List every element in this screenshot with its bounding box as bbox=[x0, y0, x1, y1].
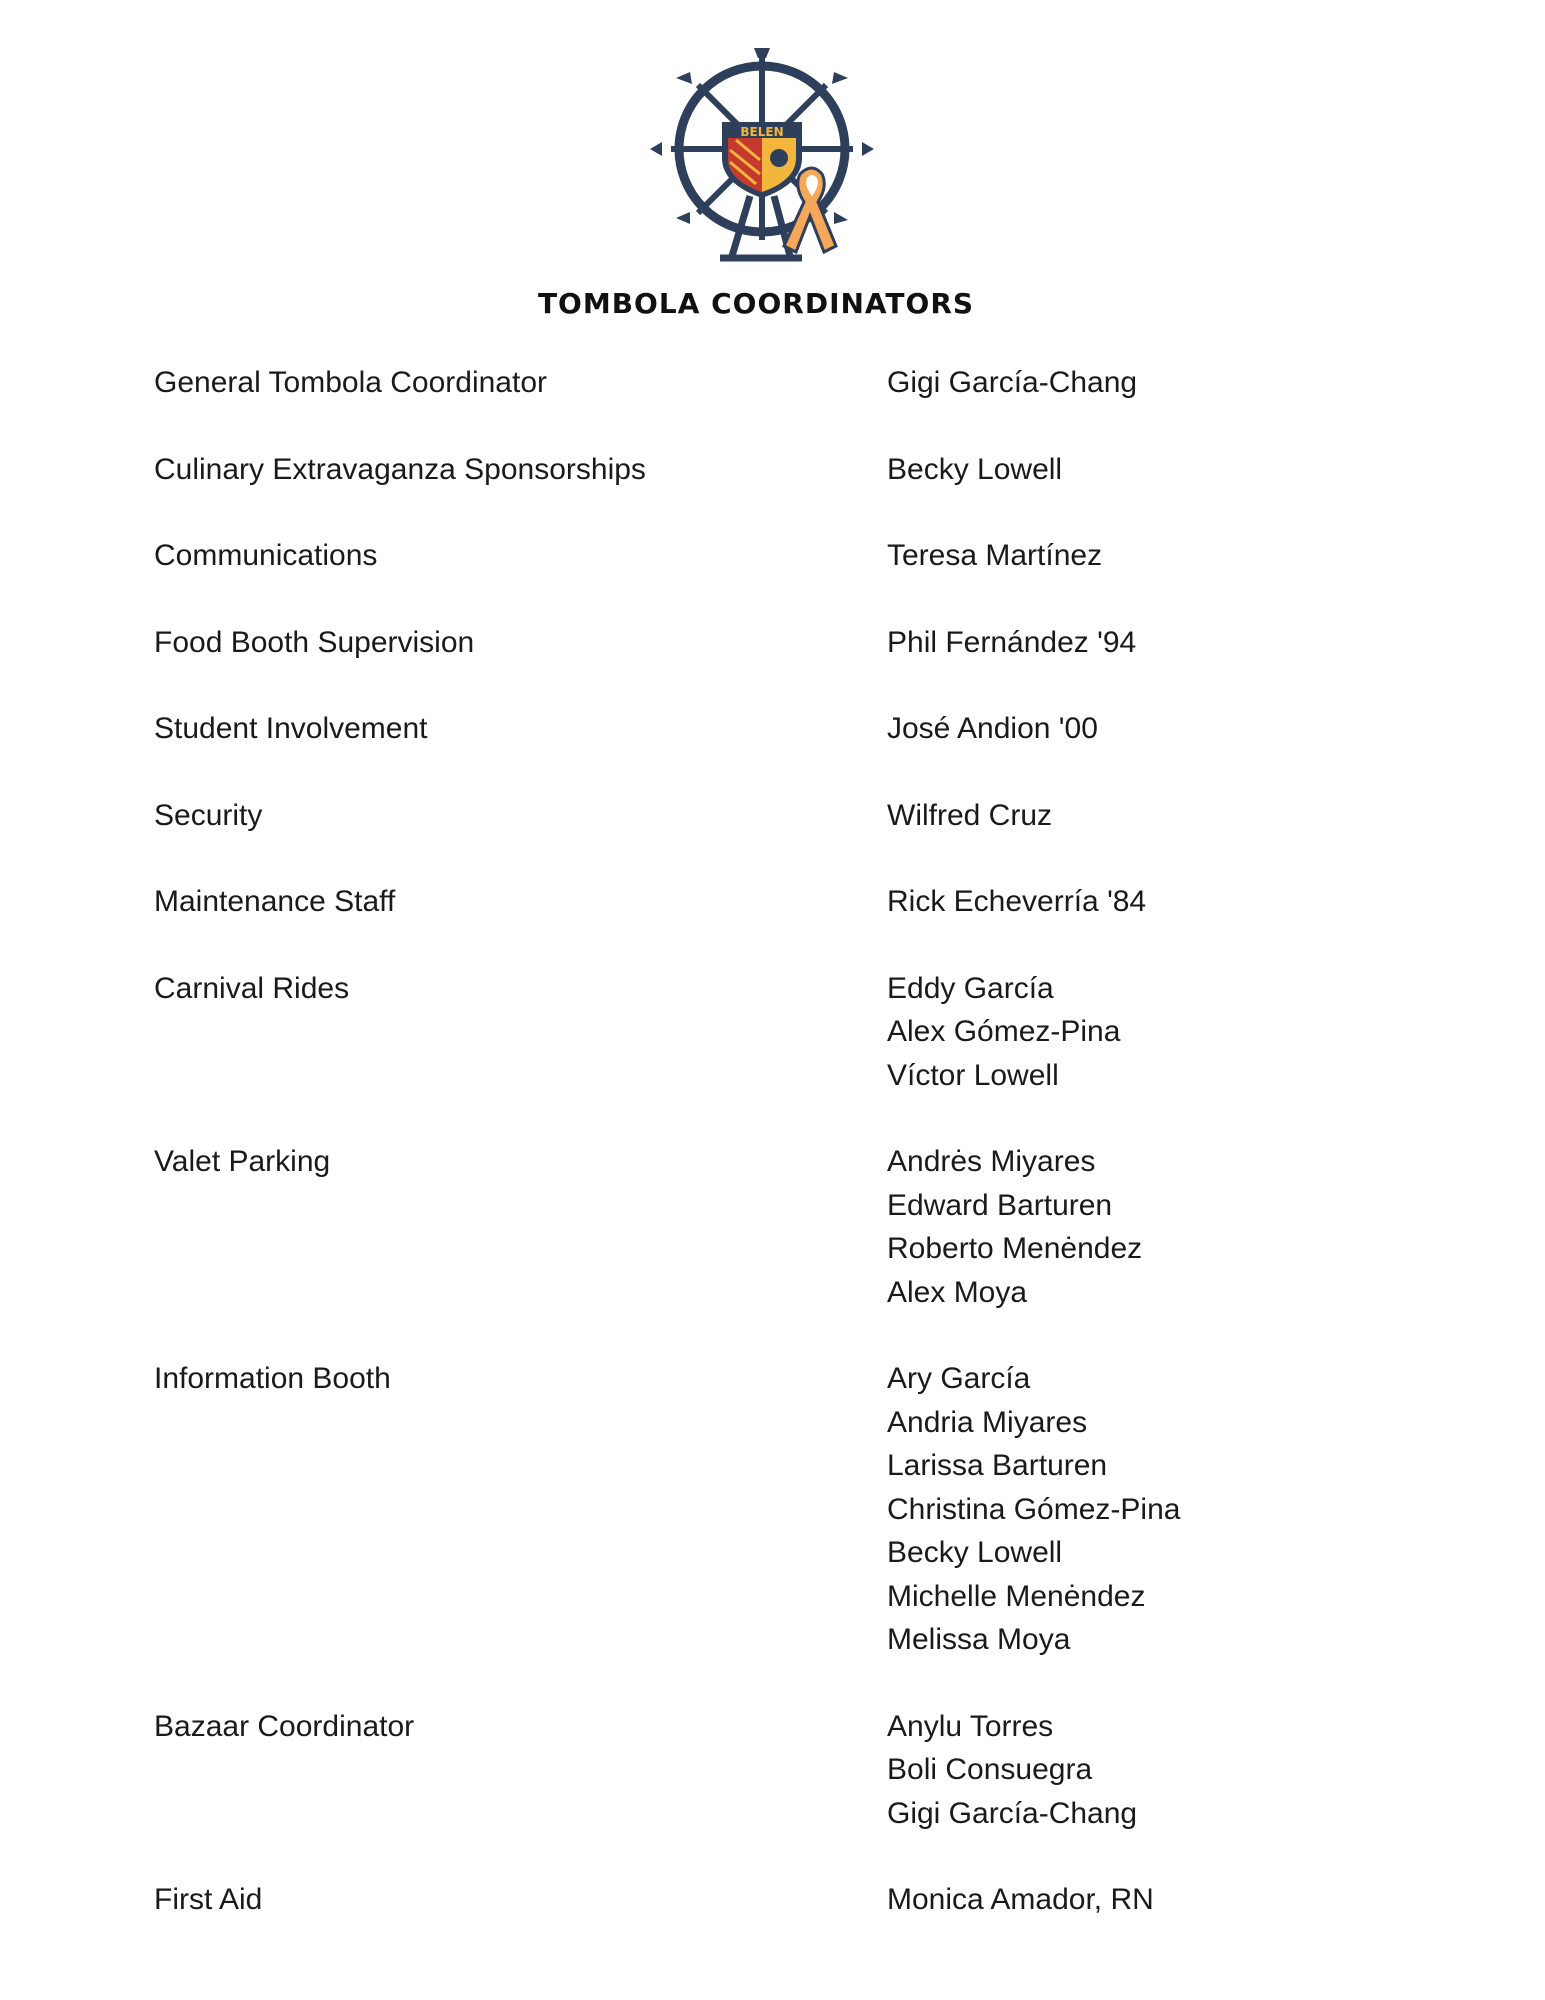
coordinator-role: Information Booth bbox=[154, 1362, 391, 1395]
coordinator-role: Valet Parking bbox=[154, 1145, 331, 1178]
coordinator-row bbox=[154, 361, 1454, 405]
coordinator-role: Culinary Extravaganza Sponsorships bbox=[154, 452, 646, 486]
coordinator-role: Maintenance Staff bbox=[154, 885, 396, 918]
coordinator-names bbox=[887, 1705, 1137, 1836]
coordinator-name: Anylu Torres bbox=[887, 1709, 1054, 1743]
coordinator-row bbox=[154, 967, 1454, 1098]
coordinator-names bbox=[887, 1140, 1142, 1314]
coordinator-names bbox=[887, 361, 1137, 405]
coordinators-list bbox=[154, 361, 1454, 1965]
coordinator-names bbox=[887, 621, 1136, 665]
coordinator-name: Michelle Menėndez bbox=[887, 1579, 1146, 1613]
coordinator-name: Rick Echeverría '84 bbox=[887, 885, 1147, 918]
coordinator-name: Víctor Lowell bbox=[887, 1058, 1059, 1092]
coordinator-name: Gigi García-Chang bbox=[887, 366, 1138, 399]
coordinator-name: Phil Fernández '94 bbox=[887, 625, 1137, 659]
coordinator-row bbox=[154, 1140, 1454, 1314]
coordinator-role: General Tombola Coordinator bbox=[154, 366, 548, 399]
coordinator-row bbox=[154, 621, 1454, 665]
coordinator-row bbox=[154, 1878, 1454, 1922]
coordinator-name: Larissa Barturen bbox=[887, 1449, 1108, 1482]
coordinator-row bbox=[154, 707, 1454, 751]
coordinator-role: Food Booth Supervision bbox=[154, 625, 475, 659]
coordinator-name: Andrės Miyares bbox=[887, 1145, 1096, 1178]
coordinator-name: Alex Moya bbox=[887, 1275, 1028, 1309]
coordinator-name: Monica Amador, RN bbox=[887, 1883, 1154, 1916]
coordinator-name: Becky Lowell bbox=[887, 452, 1063, 486]
coordinator-names bbox=[887, 880, 1146, 924]
coordinator-names bbox=[887, 1357, 1180, 1662]
coordinator-name: Teresa Martínez bbox=[887, 539, 1103, 572]
coordinator-role: Security bbox=[154, 798, 263, 832]
coordinator-row bbox=[154, 1357, 1454, 1662]
coordinator-name: Edward Barturen bbox=[887, 1188, 1113, 1222]
coordinator-names bbox=[887, 534, 1102, 578]
coordinator-row bbox=[154, 794, 1454, 838]
coordinator-role: Student Involvement bbox=[154, 712, 428, 745]
coordinator-name: Becky Lowell bbox=[887, 1536, 1063, 1569]
coordinator-name: Melissa Moya bbox=[887, 1623, 1071, 1656]
coordinator-name: Roberto Menėndez bbox=[887, 1232, 1143, 1265]
coordinator-names bbox=[887, 1878, 1154, 1922]
coordinator-names bbox=[887, 707, 1098, 751]
coordinator-names bbox=[887, 794, 1052, 838]
coordinator-name: Boli Consuegra bbox=[887, 1753, 1093, 1786]
coordinator-name: Andria Miyares bbox=[887, 1405, 1088, 1439]
coordinator-row bbox=[154, 534, 1454, 578]
logo-text: BELEN bbox=[740, 125, 784, 139]
coordinator-row bbox=[154, 880, 1454, 924]
coordinator-row bbox=[154, 1705, 1454, 1836]
coordinator-names bbox=[887, 448, 1062, 492]
coordinator-role: Bazaar Coordinator bbox=[154, 1709, 415, 1743]
coordinator-name: Ary García bbox=[887, 1362, 1031, 1395]
page-title: TOMBOLA COORDINATORS bbox=[537, 287, 975, 320]
coordinator-role: Carnival Rides bbox=[154, 971, 350, 1005]
ferris-wheel-logo-icon bbox=[650, 46, 878, 262]
coordinator-name: Gigi García-Chang bbox=[887, 1796, 1138, 1830]
belen-tombola-logo bbox=[650, 46, 878, 262]
coordinator-row bbox=[154, 448, 1454, 492]
coordinator-names bbox=[887, 967, 1120, 1098]
coordinator-name: Wilfred Cruz bbox=[887, 798, 1053, 832]
coordinator-name: Eddy García bbox=[887, 971, 1054, 1005]
coordinator-name: Alex Gómez-Pina bbox=[887, 1015, 1121, 1048]
coordinator-name: Christina Gómez-Pina bbox=[887, 1492, 1181, 1526]
coordinator-role: Communications bbox=[154, 539, 378, 572]
coordinator-name: José Andion '00 bbox=[887, 712, 1098, 745]
coordinator-role: First Aid bbox=[154, 1883, 263, 1916]
